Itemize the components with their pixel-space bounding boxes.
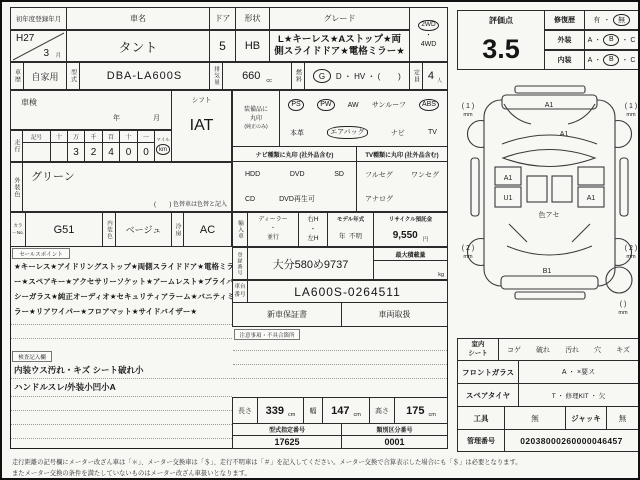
damage-hood: A1: [559, 131, 569, 138]
chassis-number: LA600S-0264511: [247, 280, 448, 303]
interior-color-value: ベージュ: [115, 212, 172, 247]
designation-number: 17625: [232, 435, 342, 449]
navi-type-options: [232, 161, 357, 212]
exterior-grade-label: 外装: [544, 30, 585, 50]
reg-month: 3: [43, 48, 49, 59]
exterior-grade-c: C: [630, 36, 636, 44]
side-sill-left: [471, 158, 479, 216]
shape-label: 形状: [235, 7, 270, 30]
tire-depth-rear-right: ( 2 ): [624, 245, 638, 252]
spare-tire-depth: ( ): [619, 301, 627, 308]
inspection-month-suffix: 月: [153, 115, 160, 122]
model-year-cell: [327, 212, 374, 247]
drive-2wd-circled: 2WD: [418, 20, 438, 31]
tire-depth-front-right: ( 1 ): [624, 103, 638, 110]
jack-value: 無: [606, 406, 639, 430]
first-registration-label: 初年度登録年月: [10, 7, 67, 30]
length-unit: cm: [288, 412, 296, 418]
evaluation-score: 3.5: [482, 33, 520, 64]
management-number: 02038000260000046457: [504, 429, 639, 452]
damage-front-bumper: A1: [544, 102, 554, 109]
max-load-unit: kg: [438, 272, 444, 278]
repair-yes: 有: [593, 17, 601, 24]
repair-history-label: 修復歴: [544, 10, 585, 30]
ruled-line: [11, 438, 232, 439]
car-name-value: タント: [66, 30, 210, 62]
seat-stain: 汚れ: [565, 346, 580, 354]
history-label: 車歴: [10, 62, 24, 90]
caution-tab: 注意事項・不具合箇所: [234, 329, 300, 340]
equipment-label-2: 丸印: [249, 115, 262, 122]
drive-type-cell: [409, 7, 448, 62]
height-unit: cm: [428, 412, 436, 418]
mileage-symbol-header: 記号: [22, 130, 51, 143]
interior-grade-value: A ・ B ・ C: [584, 50, 639, 70]
windshield-label: フロントガラス: [457, 360, 519, 384]
door-count: 5: [209, 30, 236, 62]
aircon-value: AC: [183, 212, 232, 247]
capacity-value: 4 人: [422, 62, 448, 90]
registration-number: 大分580め9737: [247, 247, 374, 280]
inspector-note-line2: ハンドルスレ/外装小凹小A: [14, 382, 116, 392]
recycle-value: 9,550 円: [392, 230, 429, 243]
damage-right-side: A1: [586, 195, 596, 202]
mileage-digit-header-2: 千: [84, 130, 103, 143]
model-code-value: DBA-LA600S: [79, 62, 210, 90]
right-handle: 右H: [307, 216, 319, 224]
repair-no-circled: 無: [613, 14, 629, 26]
length-label: 長さ: [232, 397, 258, 424]
front-strip: [515, 86, 585, 93]
tv-type-header: TV種類に丸印 (社外品含む): [356, 146, 448, 162]
ruled-line: [11, 378, 232, 379]
grade-line1: L★キーレス★Aストップ★両: [278, 33, 401, 45]
fuel-label: 燃料: [291, 62, 305, 90]
car-body: [484, 100, 615, 286]
sales-points-line2: ー★スペアキー★アクセサリーソケット★アームレスト★プライバ: [14, 277, 234, 286]
damage-center: 色アセ: [538, 212, 560, 219]
recycle-label: リサイクル預託金: [388, 217, 433, 223]
tire-depth-unit: mm: [618, 310, 628, 316]
warranty-cell: 新車保証書: [232, 302, 342, 327]
interior-grade-b-circled: B: [603, 54, 619, 66]
exterior-grade-value: A ・ B ・ C: [584, 30, 639, 50]
mileage-digit-header-5: 一: [137, 130, 155, 143]
import-dot: ・: [269, 225, 276, 232]
designation-number-label: 型式指定番号: [232, 423, 342, 436]
spare-tire-value: T ・ 修理KIT ・ 欠: [518, 383, 639, 407]
color-no-label: カラーNo.: [10, 212, 26, 247]
mileage-digit-header-4: 十: [119, 130, 138, 143]
equipment-aw: AW: [347, 101, 359, 109]
drive-4wd: 4WD: [420, 41, 437, 49]
exterior-color-note: ( ) 色替車は色替と記入: [154, 202, 227, 208]
drive-dot: ・: [425, 32, 432, 40]
jack-label: ジャッキ: [565, 406, 607, 430]
equipment-label-cell: [232, 90, 280, 147]
mileage-digit-1: 3: [67, 142, 85, 162]
evaluation-score-cell: [457, 10, 545, 70]
car-damage-diagram: [457, 84, 640, 334]
import-parallel: 並行: [266, 235, 279, 242]
equipment-tv: TV: [428, 129, 437, 136]
shape-value: HB: [235, 30, 270, 62]
ruled-line: [233, 378, 447, 379]
grade-line2: 側スライドドア★電格ミラー★: [274, 46, 405, 57]
mileage-digit-header-1: 万: [67, 130, 85, 143]
mileage-symbol-value: [22, 142, 51, 162]
model-year-value: 年 不明: [338, 233, 363, 240]
seat-hole: 穴: [594, 346, 602, 354]
seat-label-cell: 室内 シート: [457, 338, 499, 361]
import-label: 輸入車: [232, 212, 248, 247]
tools-value: 無: [504, 406, 566, 430]
rear-bumper: [501, 276, 598, 289]
chassis-label: 車台番号: [232, 280, 248, 303]
ruled-line: [11, 324, 232, 325]
mileage-digit-2: 2: [84, 142, 103, 162]
damage-left-upper: A1: [503, 175, 513, 182]
repair-history-value: [584, 10, 639, 30]
aircon-label: 冷房: [171, 212, 184, 247]
mile-label: マイル: [156, 137, 170, 143]
footer-note-line2: またメーター交換の条件を満たしていないものはメーター改ざん車扱いとなります。: [12, 470, 251, 477]
exterior-color-label: 外装色: [10, 162, 23, 212]
equipment-label-1: 装備品に: [243, 106, 268, 113]
equipment-abs-circled: ABS: [419, 99, 439, 111]
shift-label: シフト: [191, 97, 212, 104]
capacity-unit: 人: [437, 78, 443, 84]
fuel-gasoline-circled: G: [313, 69, 331, 83]
shift-cell: [171, 90, 232, 162]
mileage-digit-header-3: 百: [102, 130, 120, 143]
interior-grade-a: A: [587, 56, 593, 64]
mileage-digit-header-0: 十: [50, 130, 68, 143]
management-number-label: 管理番号: [457, 429, 505, 452]
seat-burn: コゲ: [507, 346, 521, 354]
spare-tire-label: スペアタイヤ: [457, 383, 519, 407]
mileage-unit-cell: [154, 130, 172, 162]
sales-points-line4: ラー★リアワイパー★フロアマット★サイドバイザー★: [14, 307, 198, 316]
reg-year: H27: [16, 33, 35, 44]
ruled-line: [233, 350, 447, 351]
inspector-notes-tab: 検査記入欄: [12, 351, 52, 362]
model-code-label: 型式: [66, 62, 80, 90]
rear-strip: [515, 292, 585, 299]
equipment-ps-circled: PS: [288, 99, 304, 111]
equipment-leather: 本革: [290, 129, 304, 137]
max-load-label: 最大積載量: [374, 248, 447, 261]
length-value: 339 cm: [257, 397, 304, 424]
fuel-others: D ・ HV ・ ( ): [335, 71, 401, 81]
displacement-unit: cc: [266, 78, 272, 84]
interior-color-label: 内装色: [102, 212, 116, 247]
width-label: 幅: [303, 397, 323, 424]
color-no-value: G51: [25, 212, 103, 247]
tools-label: 工具: [457, 406, 505, 430]
handling-cell: 車両取扱: [341, 302, 448, 327]
seat-scratch: キズ: [616, 346, 630, 354]
inspector-note-line1: 内装ウス汚れ・キズ シート破れ小: [14, 365, 144, 375]
navi-hdd: HDD: [245, 171, 261, 178]
tire-depth-unit: mm: [626, 254, 636, 260]
grade-value: [269, 30, 410, 62]
sales-points-line3: シーガラス★純正オーディオ★セキュリティアラーム★バニティミ: [14, 292, 235, 301]
equipment-sunroof: サンルーフ: [371, 102, 406, 109]
width-unit: cm: [353, 412, 361, 418]
exterior-color-cell: [22, 162, 232, 212]
grade-label: グレード: [269, 7, 410, 30]
exterior-grade-b-circled: B: [603, 34, 619, 46]
width-value: 147 cm: [322, 397, 370, 424]
ruled-line: [11, 424, 232, 425]
navi-dvd-play: DVD再生可: [279, 196, 315, 203]
height-label: 高さ: [369, 397, 395, 424]
mileage-digit-4: 0: [119, 142, 138, 162]
car-name-label: 車名: [66, 7, 210, 30]
seat-tear: 破れ: [536, 346, 551, 354]
first-registration-value: [10, 30, 67, 62]
navi-dvd: DVD: [289, 171, 305, 178]
capacity-label: 定員: [409, 62, 423, 90]
displacement-label: 排気量: [209, 62, 223, 90]
handle-side-cell: [298, 212, 328, 247]
tv-analog: アナログ: [365, 196, 393, 203]
equipment-pw-circled: PW: [317, 99, 334, 111]
fuel-value: [304, 62, 410, 90]
exterior-color-value: グリーン: [31, 171, 75, 183]
tv-type-options: [356, 161, 448, 212]
model-year-label: モデル年式: [336, 217, 365, 223]
history-value: 自家用: [23, 62, 67, 90]
exterior-grade-a: A: [587, 36, 593, 44]
repair-dot: ・: [603, 17, 611, 24]
classification-number-label: 類別区分番号: [341, 423, 448, 436]
recycle-deposit-cell: [373, 212, 448, 247]
navi-sd: SD: [334, 171, 344, 178]
tire-depth-unit: mm: [463, 112, 473, 118]
ruled-line: [11, 338, 232, 339]
inspection-label: 車検: [21, 98, 37, 107]
interior-grade-label: 内装: [544, 50, 585, 70]
sales-points-tab: セールスポイント: [12, 248, 70, 259]
tire-depth-unit: mm: [463, 254, 473, 260]
equipment-items-cell: [279, 90, 448, 147]
evaluation-score-label: 評価点: [489, 15, 513, 25]
windshield-value: A ・ ×要ス: [518, 360, 639, 384]
mileage-digit-0: [50, 142, 68, 162]
mileage-label: 走行: [10, 130, 23, 162]
tire-depth-front-left: ( 1 ): [461, 103, 475, 110]
registration-label: 登録番号: [232, 247, 248, 280]
mileage-digit-5: 0: [137, 142, 155, 162]
reg-month-suffix: 月: [55, 53, 61, 59]
navi-type-header: ナビ種類に丸印 (社外品含む): [232, 146, 357, 162]
recycle-yen: 円: [422, 236, 429, 243]
left-handle: 左H: [307, 235, 319, 243]
km-circled: km: [156, 144, 171, 155]
damage-left-lower: U1: [503, 195, 513, 202]
mileage-digit-3: 4: [102, 142, 120, 162]
ruled-line: [233, 364, 447, 365]
seat-condition-values: [498, 338, 639, 361]
displacement-value: 660 cc: [222, 62, 292, 90]
shift-value: IAT: [189, 117, 214, 134]
inspection-cell: [10, 90, 172, 130]
damage-rear: B1: [542, 268, 552, 275]
import-dealer: ディーラー: [258, 216, 288, 223]
tire-depth-unit: mm: [626, 112, 636, 118]
max-load-cell: [373, 247, 448, 280]
tv-one-seg: ワンセグ: [411, 171, 439, 179]
tire-depth-rear-left: ( 2 ): [461, 245, 475, 252]
height-value: 175 cm: [394, 397, 448, 424]
interior-grade-c: C: [630, 56, 636, 64]
tv-full-seg: フルセグ: [365, 171, 393, 179]
ruled-line: [11, 396, 232, 397]
inspection-year-suffix: 年: [113, 115, 120, 122]
import-dealer-cell: [247, 212, 299, 247]
equipment-navi: ナビ: [390, 129, 405, 137]
footer-note-line1: 走行距離の記号欄にメーター改ざん車は「＊」、メーター交換車は「＄」、走行不明車は「＃」を記入してください。メーター交換で合算表示した場合にも「＄」は必要となります。: [12, 459, 522, 466]
ruled-line: [11, 410, 232, 411]
navi-cd: CD: [245, 195, 256, 203]
equipment-label-3: (純正のみ): [244, 123, 268, 130]
door-label: ドア: [209, 7, 236, 30]
sales-points-line1: ★キーレス★アイドリングストップ★両側スライドドア★電格ミラ: [14, 262, 234, 271]
side-sill-right: [620, 158, 628, 216]
classification-number: 0001: [341, 435, 448, 449]
handle-dot: ・: [309, 225, 317, 233]
equipment-airbag-circled: エアバッグ: [327, 126, 367, 138]
